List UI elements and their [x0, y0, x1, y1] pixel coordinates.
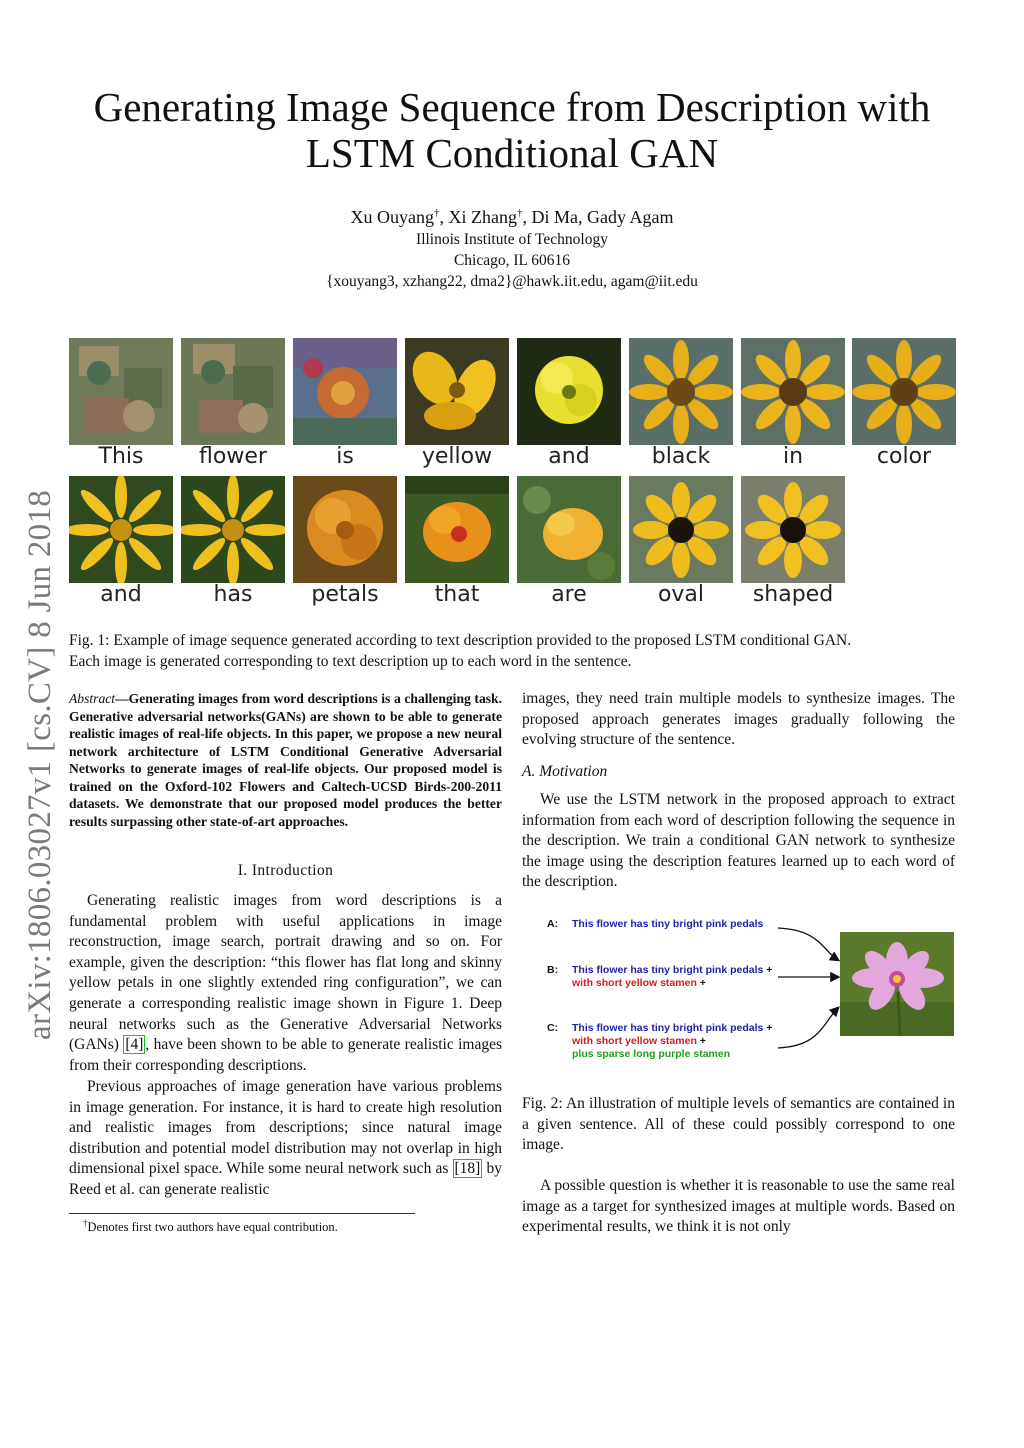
generated-image [405, 476, 509, 583]
paragraph-text: by Reed et al. can generate realistic [69, 1160, 502, 1198]
paragraph-text: , have been shown to be able to generate realistic images from their corresponding descriptions. [69, 1036, 502, 1074]
abstract [69, 690, 502, 830]
generated-image [69, 338, 173, 445]
abstract-text: Generating images from word descriptions is a challenging task. Generative adversarial networks(GANs) are shown to be able to generate realistic images of real-life objects. In this paper, we propose a new neural network architecture of LSTM Conditional Generative Adversarial Networks to generate images of real-life objects. Our proposed model is trained on the Oxford-102 Flowers and Caltech-UCSD Birds-200-2011 datasets. We demonstrate that our proposed model produces the better results surpassing other state-of-art approaches. [69, 691, 502, 829]
motivation-paragraph: We use the LSTM network in the proposed approach to extract information from each word of description following the sequence in the description. We train a conditional GAN network to synthesize the image using the description features learned up to each word of the description. [522, 791, 955, 891]
footnote-mark: † [83, 1218, 88, 1228]
word-label: is [336, 444, 354, 469]
intro-paragraph-2 [69, 1077, 502, 1201]
citation-link[interactable]: [18] [454, 1160, 481, 1178]
author-2: , Xi Zhang [439, 207, 517, 227]
city-line: Chicago, IL 60616 [453, 252, 571, 269]
generated-image [629, 338, 733, 445]
abstract-label: Abstract [69, 691, 116, 706]
word-label: black [651, 444, 711, 469]
option-b-text [572, 964, 772, 990]
generated-image [517, 338, 621, 445]
word-label: shaped [752, 582, 834, 607]
option-label-a: A: [547, 918, 559, 930]
plus-sign: + [696, 977, 706, 989]
word-label: flower [199, 444, 267, 469]
footnote [83, 1218, 338, 1235]
generated-image [181, 338, 285, 445]
option-label-c: C: [547, 1022, 559, 1034]
desc-line-red: with short yellow stamen [572, 1035, 697, 1047]
email-line: {xouyang3, xzhang22, dma2}@hawk.iit.edu, agam@iit.edu [326, 273, 698, 290]
generated-image [181, 476, 285, 583]
title-line-1: Generating Image Sequence from Description with [93, 84, 931, 130]
word-label: oval [657, 582, 705, 607]
option-c-text [572, 1022, 772, 1061]
paper-title [60, 84, 964, 176]
caption-line: Each image is generated corresponding to text description up to each word in the sentence. [69, 653, 632, 670]
generated-image [405, 338, 509, 445]
arrows-to-image [770, 920, 845, 1055]
affiliation: Illinois Institute of Technology [416, 231, 608, 248]
word-label: has [213, 582, 253, 607]
word-label: that [434, 582, 480, 607]
arxiv-stamp: arXiv:1806.03027v1 [cs.CV] 8 Jun 2018 [22, 489, 58, 1040]
desc-line-blue: This flower has tiny bright pink pedals [572, 918, 764, 930]
word-label: petals [311, 582, 379, 607]
authors-rest: , Di Ma, Gady Agam [522, 207, 674, 227]
word-label: color [876, 444, 932, 469]
right-paragraph-2: A possible question is whether it is reasonable to use the same real image as a target for synthesized images at multiple words. Based on experimental results, we think it is not only [522, 1177, 955, 1236]
pink-flower-photo [840, 932, 954, 1036]
right-paragraph-0: images, they need train multiple models to synthesize images. The proposed approach generates images gradually following the evolving structure of the sentence. [522, 690, 955, 749]
word-label: are [551, 582, 587, 607]
plus-sign: + [763, 1022, 773, 1034]
word-label: and [548, 444, 590, 469]
section-heading-introduction: I. Introduction [237, 862, 334, 879]
generated-image [852, 338, 956, 445]
desc-line-green: plus sparse long purple stamen [572, 1048, 731, 1060]
word-label: and [100, 582, 142, 607]
figure-2-caption: Fig. 2: An illustration of multiple levels of semantics are contained in a given sentence. All of these could possibly correspond to one image. [522, 1095, 955, 1154]
generated-image [69, 476, 173, 583]
subsection-heading-motivation: A. Motivation [522, 763, 608, 780]
generated-image [293, 338, 397, 445]
generated-image [629, 476, 733, 583]
option-label-b: B: [547, 964, 559, 976]
paragraph-text: Generating realistic images from word descriptions is a fundamental problem with useful applications in image reconstruction, image search, portrait drawing and so on. For example, given the description: “this flower has flat long and skinny yellow petals in one slightly extended ring configuration”, we can generate a corresponding realistic image shown in Figure 1. Deep neural networks such as the Generative Adversarial Networks (GANs) [69, 892, 502, 1054]
plus-sign: + [696, 1035, 706, 1047]
generated-image [293, 476, 397, 583]
generated-image [741, 476, 845, 583]
figure-1-caption [69, 630, 955, 672]
desc-line-red: with short yellow stamen [572, 977, 697, 989]
footnote-text: Denotes first two authors have equal contribution. [87, 1220, 338, 1235]
paragraph-text: Previous approaches of image generation have various problems in image generation. For instance, it is hard to create high resolution and realistic images from descriptions; since natural image distribution and potential model distribution may not overlap in high dimensional pixel space. While some neural network such as [69, 1078, 502, 1178]
desc-line-blue: This flower has tiny bright pink pedals [572, 964, 764, 976]
word-label: yellow [421, 444, 493, 469]
word-label: in [782, 444, 804, 469]
caption-line: Fig. 1: Example of image sequence generated according to text description provided to the proposed LSTM conditional GAN. [69, 632, 852, 649]
citation-link[interactable]: [4] [125, 1036, 144, 1054]
option-a-text [572, 918, 763, 931]
dagger-mark: † [517, 207, 523, 219]
desc-line-blue: This flower has tiny bright pink pedals [572, 1022, 764, 1034]
word-label: This [98, 444, 144, 469]
author-1: Xu Ouyang [350, 207, 435, 227]
footnote-rule [69, 1213, 415, 1214]
generated-image [517, 476, 621, 583]
intro-paragraph-1 [69, 891, 502, 1076]
title-line-2: LSTM Conditional GAN [305, 130, 719, 176]
abstract-dash: — [115, 691, 129, 706]
generated-image [741, 338, 845, 445]
dagger-mark: † [434, 207, 440, 219]
author-list [60, 207, 964, 228]
plus-sign: + [763, 964, 773, 976]
